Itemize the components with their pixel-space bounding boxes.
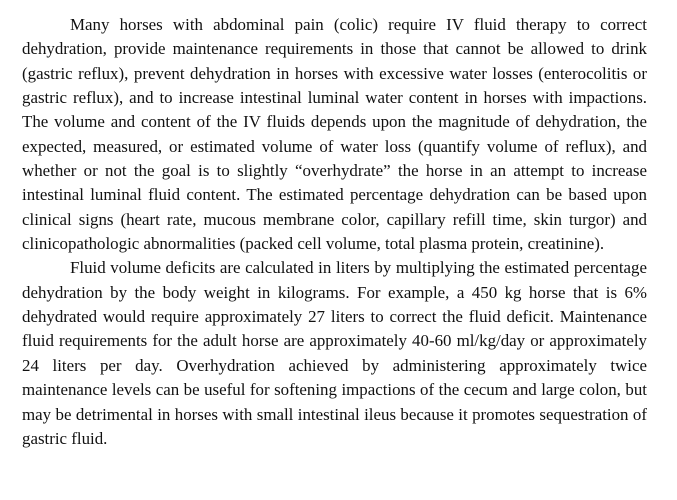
document-body: [22, 13, 647, 451]
paragraph-fluid-therapy-indications: Many horses with abdominal pain (colic) require IV fluid therapy to correct dehydration, provide maintenance requirements in those that cannot be allowed to drink (gastric reflux), prevent dehydration in horses with excessive water losses (enterocolitis or gastric reflux), and to increase intestinal luminal water content in horses with impactions. The volume and content of the IV fluids depends upon the magnitude of dehydration, the expected, measured, or estimated volume of water loss (quantify volume of reflux), and whether or not the goal is to slightly “overhydrate” the horse in an attempt to increase intestinal luminal fluid content. The estimated percentage dehydration can be based upon clinical signs (heart rate, mucous membrane color, capillary refill time, skin turgor) and clinicopathologic abnormalities (packed cell volume, total plasma protein, creatinine).: [22, 15, 647, 254]
paragraph-fluid-volume-calculation: Fluid volume deficits are calculated in liters by multiplying the estimated percentage dehydration by the body weight in kilograms. For example, a 450 kg horse that is 6% dehydrated would require approximately 27 liters to correct the fluid deficit. Maintenance fluid requirements for the adult horse are approximately 40-60 ml/kg/day or approximately 24 liters per day. Overhydration achieved by administering approximately twice maintenance levels can be useful for softening impactions of the cecum and large colon, but may be detrimental in horses with small intestinal ileus because it promotes sequestration of gastric fluid.: [22, 258, 647, 448]
